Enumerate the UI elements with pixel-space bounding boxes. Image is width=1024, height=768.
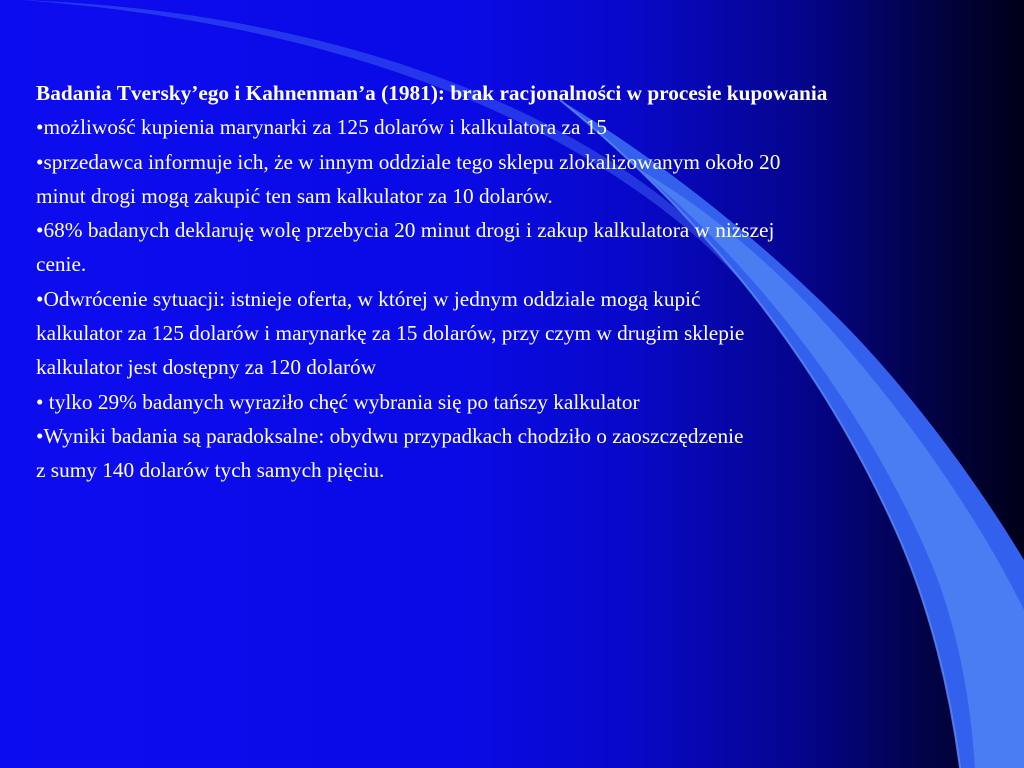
slide-title: Badania Tversky’ego i Kahnenman’a (1981): brak racjonalności w procesie kupowania — [36, 81, 828, 105]
bullet-2 — [36, 145, 1024, 214]
bullet-5: • tylko 29% badanych wyraziło chęć wybrania się po tańszy kalkulator — [36, 389, 640, 414]
bullet-3 — [36, 213, 1024, 282]
bullet-4 — [36, 282, 1024, 385]
bullet-4-line-1: •Odwrócenie sytuacji: istnieje oferta, w której w jednym oddziale mogą kupić — [36, 286, 701, 311]
bullet-3-line-2: cenie. — [36, 252, 87, 277]
bullet-3-line-1: •68% badanych deklaruję wolę przebycia 20 minut drogi i zakup kalkulatora w niższej — [36, 218, 775, 243]
bullet-2-line-2: minut drogi mogą zakupić ten sam kalkulator za 10 dolarów. — [36, 183, 553, 208]
bullet-6-line-2: z sumy 140 dolarów tych samych pięciu. — [36, 458, 385, 483]
bullet-4-line-3: kalkulator jest dostępny za 120 dolarów — [36, 355, 377, 380]
bullet-6 — [36, 419, 1024, 488]
slide-content — [36, 76, 1024, 488]
bullet-4-line-2: kalkulator za 125 dolarów i marynarkę za 15 dolarów, przy czym w drugim sklepie — [36, 321, 745, 346]
bullet-2-line-1: •sprzedawca informuje ich, że w innym oddziale tego sklepu zlokalizowanym około 20 — [36, 149, 781, 174]
bullet-1: •możliwość kupienia marynarki za 125 dolarów i kalkulatora za 15 — [36, 115, 608, 140]
bullet-6-line-1: •Wyniki badania są paradoksalne: obydwu przypadkach chodziło o zaoszczędzenie — [36, 423, 744, 448]
